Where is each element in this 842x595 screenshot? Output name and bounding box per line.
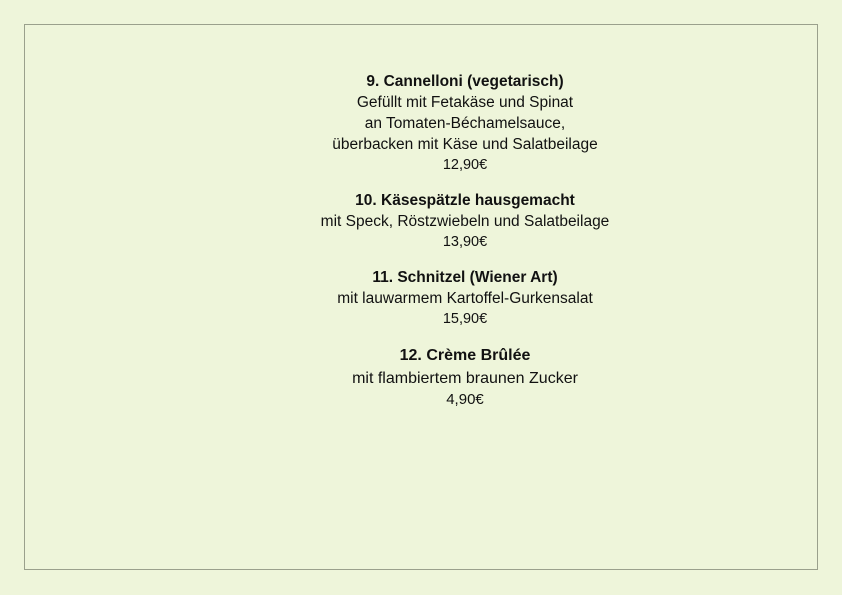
menu-item-title: 12. Crème Brûlée (399, 347, 531, 364)
menu-item-description: mit Speck, Röstzwiebeln und Salatbeilage (320, 213, 610, 230)
menu-item-price: 15,90€ (442, 311, 488, 327)
menu-item-kaesespaetzle (25, 190, 842, 253)
menu-item-description: an Tomaten-Béchamelsauce, (364, 115, 566, 132)
menu-item-title: 10. Käsespätzle hausgemacht (355, 192, 575, 209)
menu-item-title: 11. Schnitzel (Wiener Art) (372, 269, 558, 286)
menu-item-schnitzel (25, 267, 842, 330)
menu-item-description: überbacken mit Käse und Salatbeilage (332, 136, 598, 153)
page-frame (24, 24, 818, 570)
menu-item-price: 13,90€ (442, 234, 488, 250)
menu-item-price: 12,90€ (442, 157, 488, 173)
menu-item-description: Gefüllt mit Fetakäse und Spinat (356, 94, 574, 111)
menu-list (25, 71, 842, 424)
menu-item-cannelloni (25, 71, 842, 176)
menu-item-description: mit lauwarmem Kartoffel-Gurkensalat (337, 290, 593, 307)
menu-item-price: 4,90€ (446, 391, 484, 408)
menu-item-description: mit flambiertem braunen Zucker (352, 370, 578, 387)
menu-item-title: 9. Cannelloni (vegetarisch) (366, 73, 564, 90)
menu-item-creme-brulee (25, 344, 842, 410)
